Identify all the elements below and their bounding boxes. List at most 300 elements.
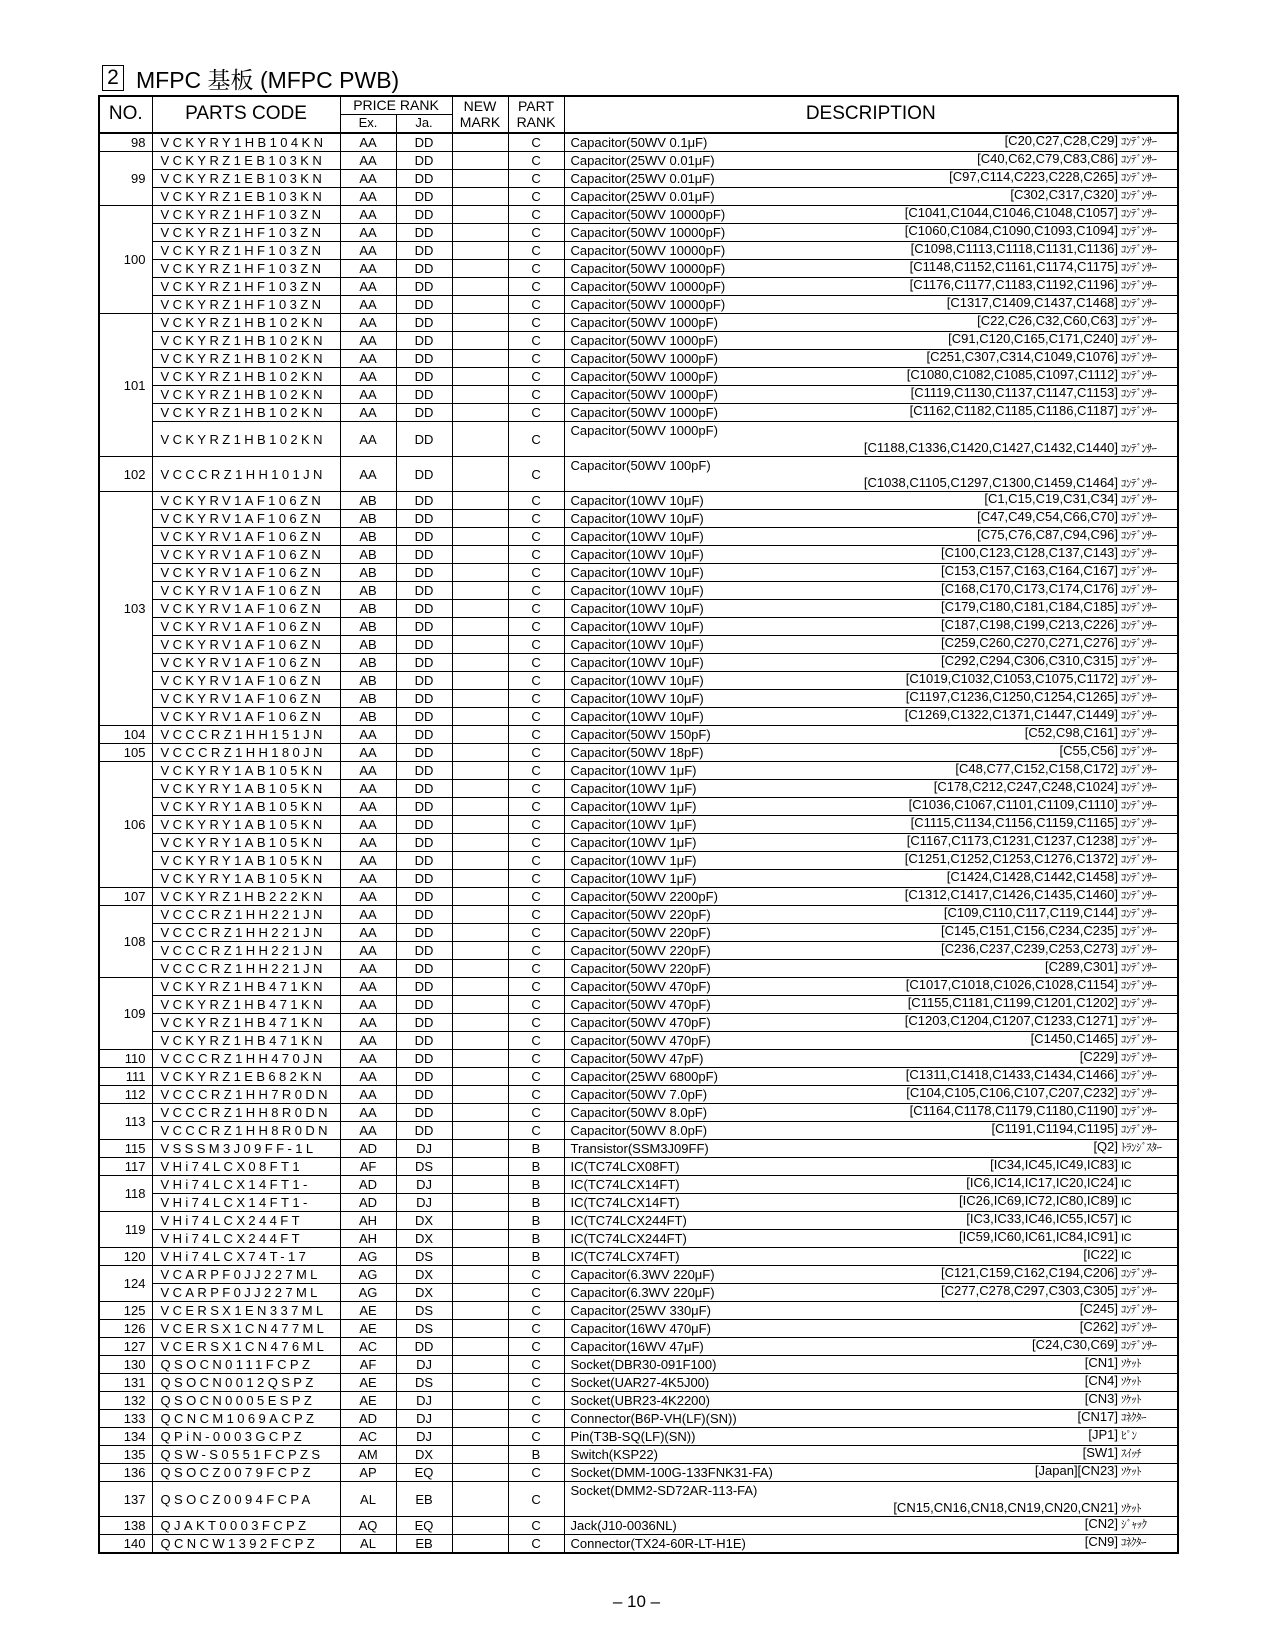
reference-designators: [C262]	[1079, 1319, 1119, 1334]
reference-designators: [C91,C120,C165,C171,C240]	[948, 331, 1119, 346]
table-row	[99, 1086, 1178, 1104]
reference-designators: [C55,C56]	[1059, 743, 1119, 758]
new-mark	[452, 457, 508, 492]
new-mark	[452, 492, 508, 510]
item-number: 99	[99, 152, 152, 206]
reference-designators: [CN4]	[1084, 1373, 1119, 1388]
description-cell	[564, 546, 1178, 564]
parts-code: QSOCN0111FCPZ	[152, 1356, 340, 1374]
japanese-name: ｺﾝﾃﾞﾝｻｰ	[1121, 566, 1157, 578]
reference-designators: [C75,C76,C87,C94,C96]	[977, 527, 1119, 542]
part-rank: C	[508, 1266, 564, 1284]
new-mark	[452, 996, 508, 1014]
reference-designators: [C1269,C1322,C1371,C1447,C1449]	[904, 707, 1119, 722]
japanese-name: ｺﾝﾃﾞﾝｻｰ	[1121, 1304, 1157, 1316]
description-cell	[564, 1104, 1178, 1122]
price-rank-ex: AE	[340, 1302, 396, 1320]
part-rank: C	[508, 726, 564, 744]
description-text: Capacitor(50WV 1000pF)	[570, 405, 718, 420]
description-text: Capacitor(10WV 10μF)	[570, 691, 704, 706]
part-rank: C	[508, 600, 564, 618]
new-mark	[452, 1482, 508, 1517]
new-mark	[452, 296, 508, 314]
new-mark	[452, 170, 508, 188]
description-cell	[564, 422, 1178, 457]
table-row	[99, 1535, 1178, 1554]
reference-designators: [CN3]	[1084, 1391, 1119, 1406]
table-row	[99, 1122, 1178, 1140]
parts-code: VCKYRZ1HF103ZN	[152, 242, 340, 260]
reference-designators: [IC59,IC60,IC61,IC84,IC91]	[959, 1229, 1119, 1244]
item-number: 126	[99, 1320, 152, 1338]
price-rank-ex: AA	[340, 906, 396, 924]
item-number: 120	[99, 1248, 152, 1266]
description-text: Capacitor(50WV 47pF)	[570, 1051, 704, 1066]
table-row	[99, 564, 1178, 582]
part-rank: C	[508, 1464, 564, 1482]
reference-designators: [C168,C170,C173,C174,C176]	[940, 581, 1119, 596]
japanese-name: ｺﾝﾃﾞﾝｻｰ	[1121, 728, 1157, 740]
price-rank-ex: AA	[340, 404, 396, 422]
new-mark	[452, 1086, 508, 1104]
parts-code: VCKYRV1AF106ZN	[152, 510, 340, 528]
description-cell	[564, 1356, 1178, 1374]
price-rank-ja: DJ	[396, 1194, 452, 1212]
price-rank-ex: AB	[340, 546, 396, 564]
part-rank: C	[508, 834, 564, 852]
reference-designators: [C1197,C1236,C1250,C1254,C1265]	[905, 689, 1119, 704]
price-rank-ja: DD	[396, 350, 452, 368]
new-mark	[452, 636, 508, 654]
price-rank-ja: DD	[396, 726, 452, 744]
parts-code: VCKYRZ1HF103ZN	[152, 296, 340, 314]
header-part-rank: PART RANK	[508, 96, 564, 133]
description-text: Capacitor(50WV 220pF)	[570, 925, 711, 940]
japanese-name: ｺﾝﾃﾞﾝｻｰ	[1121, 244, 1157, 256]
japanese-name: ｺﾝﾃﾞﾝｻｰ	[1121, 710, 1157, 722]
description-cell	[564, 906, 1178, 924]
parts-code: VCKYRV1AF106ZN	[152, 690, 340, 708]
price-rank-ja: DD	[396, 600, 452, 618]
part-rank: B	[508, 1140, 564, 1158]
parts-code: VCKYRZ1HB102KN	[152, 386, 340, 404]
reference-designators: [C187,C198,C199,C213,C226]	[940, 617, 1119, 632]
japanese-name: ｺﾝﾃﾞﾝｻｰ	[1121, 352, 1157, 364]
table-row	[99, 492, 1178, 510]
price-rank-ja: DD	[396, 1050, 452, 1068]
description-text: Capacitor(25WV 0.01μF)	[570, 189, 715, 204]
part-rank: C	[508, 1104, 564, 1122]
header-description: DESCRIPTION	[564, 96, 1178, 133]
parts-code: VCKYRY1HB104KN	[152, 133, 340, 152]
new-mark	[452, 314, 508, 332]
japanese-name: IC	[1121, 1250, 1132, 1262]
part-rank: C	[508, 780, 564, 798]
description-cell	[564, 690, 1178, 708]
description-cell	[564, 960, 1178, 978]
part-rank: B	[508, 1176, 564, 1194]
table-row	[99, 708, 1178, 726]
price-rank-ja: DD	[396, 386, 452, 404]
table-row	[99, 1446, 1178, 1464]
part-rank: C	[508, 546, 564, 564]
description-text: Switch(KSP22)	[570, 1447, 658, 1462]
description-cell	[564, 1194, 1178, 1212]
table-row	[99, 278, 1178, 296]
table-row	[99, 1302, 1178, 1320]
new-mark	[452, 654, 508, 672]
price-rank-ja: DX	[396, 1212, 452, 1230]
japanese-name: IC	[1121, 1160, 1132, 1172]
description-text: Capacitor(50WV 10000pF)	[570, 261, 726, 276]
parts-code: VCCCRZ1HH470JN	[152, 1050, 340, 1068]
reference-designators: [C1098,C1113,C1118,C1131,C1136]	[910, 241, 1119, 256]
description-text: Capacitor(10WV 10μF)	[570, 565, 704, 580]
new-mark	[452, 816, 508, 834]
price-rank-ex: AA	[340, 978, 396, 996]
price-rank-ja: DD	[396, 368, 452, 386]
new-mark	[452, 1392, 508, 1410]
price-rank-ja: DD	[396, 206, 452, 224]
part-rank: C	[508, 1338, 564, 1356]
new-mark	[452, 924, 508, 942]
part-rank: C	[508, 582, 564, 600]
table-row	[99, 1104, 1178, 1122]
parts-table-body	[99, 133, 1178, 1553]
table-row	[99, 654, 1178, 672]
description-cell	[564, 852, 1178, 870]
table-row	[99, 960, 1178, 978]
table-row	[99, 1338, 1178, 1356]
reference-designators: [C1162,C1182,C1185,C1186,C1187]	[909, 403, 1119, 418]
price-rank-ex: AP	[340, 1464, 396, 1482]
part-rank: C	[508, 708, 564, 726]
description-text: Capacitor(10WV 1μF)	[570, 763, 697, 778]
price-rank-ex: AA	[340, 1032, 396, 1050]
part-rank: C	[508, 1356, 564, 1374]
description-cell	[564, 924, 1178, 942]
new-mark	[452, 708, 508, 726]
description-cell	[564, 1284, 1178, 1302]
japanese-name: ｺﾝﾃﾞﾝｻｰ	[1121, 602, 1157, 614]
new-mark	[452, 350, 508, 368]
item-number: 117	[99, 1158, 152, 1176]
japanese-name: ｺﾝﾃﾞﾝｻｰ	[1121, 890, 1157, 902]
price-rank-ex: AA	[340, 224, 396, 242]
description-cell	[564, 260, 1178, 278]
japanese-name: ｿｹｯﾄ	[1121, 1358, 1142, 1370]
table-row	[99, 600, 1178, 618]
price-rank-ex: AA	[340, 870, 396, 888]
part-rank: C	[508, 332, 564, 350]
japanese-name: ｺﾝﾃﾞﾝｻｰ	[1121, 1016, 1157, 1028]
parts-code: QSW-S0551FCPZS	[152, 1446, 340, 1464]
description-text: Socket(DMM2-SD72AR-113-FA)	[570, 1483, 758, 1498]
part-rank: C	[508, 188, 564, 206]
table-row	[99, 1320, 1178, 1338]
price-rank-ex: AA	[340, 1014, 396, 1032]
part-rank: C	[508, 1517, 564, 1535]
japanese-name: ｺﾝﾃﾞﾝｻｰ	[1121, 1268, 1157, 1280]
japanese-name: ｺﾝﾃﾞﾝｻｰ	[1121, 818, 1157, 830]
new-mark	[452, 1230, 508, 1248]
description-text: Connector(B6P-VH(LF)(SN))	[570, 1411, 737, 1426]
new-mark	[452, 1517, 508, 1535]
part-rank: C	[508, 350, 564, 368]
reference-designators: [C229]	[1079, 1049, 1119, 1064]
description-text: Socket(UBR23-4K2200)	[570, 1393, 710, 1408]
price-rank-ex: AB	[340, 618, 396, 636]
japanese-name: ｺﾝﾃﾞﾝｻｰ	[1121, 370, 1157, 382]
price-rank-ja: DX	[396, 1446, 452, 1464]
price-rank-ex: AD	[340, 1194, 396, 1212]
reference-designators: [C179,C180,C181,C184,C185]	[940, 599, 1119, 614]
item-number: 134	[99, 1428, 152, 1446]
reference-designators: [C1119,C1130,C1137,C1147,C1153]	[910, 385, 1119, 400]
reference-designators: [CN9]	[1084, 1534, 1119, 1549]
description-cell	[564, 1014, 1178, 1032]
price-rank-ex: AA	[340, 888, 396, 906]
item-number: 108	[99, 906, 152, 978]
price-rank-ja: DD	[396, 170, 452, 188]
part-rank: C	[508, 816, 564, 834]
description-cell	[564, 188, 1178, 206]
price-rank-ex: AG	[340, 1266, 396, 1284]
japanese-name: ｺﾝﾃﾞﾝｻｰ	[1121, 226, 1157, 238]
description-text: Capacitor(10WV 10μF)	[570, 583, 704, 598]
part-rank: C	[508, 1482, 564, 1517]
table-row	[99, 1428, 1178, 1446]
price-rank-ja: DD	[396, 636, 452, 654]
new-mark	[452, 224, 508, 242]
price-rank-ja: DJ	[396, 1140, 452, 1158]
reference-designators: [C1115,C1134,C1156,C1159,C1165]	[910, 815, 1119, 830]
parts-code: VCKYRZ1EB682KN	[152, 1068, 340, 1086]
japanese-name: ｺﾝﾃﾞﾝｻｰ	[1121, 172, 1157, 184]
description-cell	[564, 636, 1178, 654]
table-row	[99, 206, 1178, 224]
parts-code: VCKYRY1AB105KN	[152, 816, 340, 834]
description-cell	[564, 582, 1178, 600]
price-rank-ex: AB	[340, 654, 396, 672]
japanese-name: ｺﾝﾃﾞﾝｻｰ	[1121, 584, 1157, 596]
price-rank-ex: AE	[340, 1320, 396, 1338]
reference-designators: [CN17]	[1077, 1409, 1119, 1424]
description-cell	[564, 404, 1178, 422]
table-row	[99, 1194, 1178, 1212]
parts-code: VCKYRV1AF106ZN	[152, 654, 340, 672]
table-row	[99, 1482, 1178, 1517]
parts-code: VCKYRZ1HB102KN	[152, 332, 340, 350]
reference-designators: [C277,C278,C297,C303,C305]	[940, 1283, 1119, 1298]
new-mark	[452, 188, 508, 206]
japanese-name: ｺﾝﾃﾞﾝｻｰ	[1121, 638, 1157, 650]
table-row	[99, 1050, 1178, 1068]
price-rank-ex: AA	[340, 726, 396, 744]
new-mark	[452, 1194, 508, 1212]
price-rank-ex: AB	[340, 510, 396, 528]
description-text: Capacitor(50WV 220pF)	[570, 943, 711, 958]
price-rank-ja: DD	[396, 1032, 452, 1050]
table-row	[99, 1464, 1178, 1482]
parts-code: VCKYRV1AF106ZN	[152, 564, 340, 582]
price-rank-ex: AA	[340, 386, 396, 404]
item-number: 110	[99, 1050, 152, 1068]
japanese-name: ｺﾝﾃﾞﾝｻｰ	[1121, 208, 1157, 220]
table-row	[99, 672, 1178, 690]
price-rank-ex: AA	[340, 152, 396, 170]
new-mark	[452, 1338, 508, 1356]
parts-code: VCKYRY1AB105KN	[152, 798, 340, 816]
japanese-name: ｺﾝﾃﾞﾝｻｰ	[1121, 154, 1157, 166]
japanese-name: ｺﾝﾃﾞﾝｻｰ	[1121, 1322, 1157, 1334]
item-number: 125	[99, 1302, 152, 1320]
price-rank-ex: AA	[340, 1050, 396, 1068]
japanese-name: ｺﾝﾃﾞﾝｻｰ	[1121, 298, 1157, 310]
part-rank: C	[508, 1302, 564, 1320]
price-rank-ja: DD	[396, 260, 452, 278]
price-rank-ex: AA	[340, 260, 396, 278]
new-mark	[452, 726, 508, 744]
description-text: Capacitor(50WV 470pF)	[570, 997, 711, 1012]
table-row	[99, 834, 1178, 852]
new-mark	[452, 1140, 508, 1158]
part-rank: C	[508, 690, 564, 708]
reference-designators: [IC3,IC33,IC46,IC55,IC57]	[966, 1211, 1119, 1226]
new-mark	[452, 690, 508, 708]
description-text: Transistor(SSM3J09FF)	[570, 1141, 709, 1156]
price-rank-ja: DD	[396, 1104, 452, 1122]
reference-designators: [CN1]	[1084, 1355, 1119, 1370]
part-rank: C	[508, 1374, 564, 1392]
item-number: 119	[99, 1212, 152, 1248]
price-rank-ja: DD	[396, 924, 452, 942]
japanese-name: ｿｹｯﾄ	[1121, 1376, 1142, 1388]
price-rank-ex: AA	[340, 762, 396, 780]
table-row	[99, 744, 1178, 762]
japanese-name: ｺﾝﾃﾞﾝｻｰ	[1121, 190, 1157, 202]
description-cell	[564, 1086, 1178, 1104]
price-rank-ex: AA	[340, 314, 396, 332]
parts-code: VCKYRZ1HB471KN	[152, 1014, 340, 1032]
description-cell	[564, 457, 1178, 492]
part-rank: C	[508, 942, 564, 960]
price-rank-ex: AA	[340, 816, 396, 834]
price-rank-ex: AA	[340, 996, 396, 1014]
japanese-name: IC	[1121, 1196, 1132, 1208]
price-rank-ex: AG	[340, 1284, 396, 1302]
description-text: Capacitor(10WV 10μF)	[570, 655, 704, 670]
price-rank-ja: DD	[396, 816, 452, 834]
japanese-name: ｺﾝﾃﾞﾝｻｰ	[1121, 530, 1157, 542]
reference-designators: [C1060,C1084,C1090,C1093,C1094]	[904, 223, 1119, 238]
table-row	[99, 870, 1178, 888]
table-row	[99, 1032, 1178, 1050]
price-rank-ja: DS	[396, 1320, 452, 1338]
description-text: Capacitor(50WV 100pF)	[570, 458, 711, 473]
price-rank-ex: AC	[340, 1428, 396, 1446]
description-cell	[564, 1302, 1178, 1320]
price-rank-ex: AQ	[340, 1517, 396, 1535]
price-rank-ja: DD	[396, 888, 452, 906]
new-mark	[452, 744, 508, 762]
description-cell	[564, 278, 1178, 296]
description-text: Capacitor(10WV 10μF)	[570, 511, 704, 526]
table-row	[99, 422, 1178, 457]
japanese-name: ｺﾝﾃﾞﾝｻｰ	[1121, 854, 1157, 866]
description-text: Capacitor(50WV 10000pF)	[570, 243, 726, 258]
new-mark	[452, 978, 508, 996]
description-cell	[564, 816, 1178, 834]
price-rank-ex: AB	[340, 600, 396, 618]
reference-designators: [IC22]	[1083, 1247, 1119, 1262]
part-rank: C	[508, 1122, 564, 1140]
price-rank-ex: AA	[340, 1122, 396, 1140]
new-mark	[452, 1104, 508, 1122]
reference-designators: [C1203,C1204,C1207,C1233,C1271]	[904, 1013, 1119, 1028]
parts-code: VCKYRZ1HB222KN	[152, 888, 340, 906]
description-text: Capacitor(10WV 10μF)	[570, 709, 704, 724]
description-text: Capacitor(50WV 8.0pF)	[570, 1105, 708, 1120]
price-rank-ja: DD	[396, 564, 452, 582]
price-rank-ja: EB	[396, 1482, 452, 1517]
description-text: Capacitor(50WV 8.0pF)	[570, 1123, 708, 1138]
part-rank: C	[508, 457, 564, 492]
price-rank-ja: DD	[396, 1014, 452, 1032]
new-mark	[452, 1266, 508, 1284]
description-text: Capacitor(50WV 220pF)	[570, 961, 711, 976]
price-rank-ja: DD	[396, 744, 452, 762]
description-text: Capacitor(25WV 0.01μF)	[570, 171, 715, 186]
header-ja: Ja.	[396, 115, 452, 134]
item-number: 109	[99, 978, 152, 1050]
price-rank-ja: DS	[396, 1158, 452, 1176]
reference-designators: [C1148,C1152,C1161,C1174,C1175]	[909, 259, 1119, 274]
japanese-name: ｺﾝﾃﾞﾝｻｰ	[1121, 926, 1157, 938]
description-text: Capacitor(10WV 10μF)	[570, 637, 704, 652]
description-text: Capacitor(50WV 1000pF)	[570, 387, 718, 402]
price-rank-ja: DJ	[396, 1356, 452, 1374]
japanese-name: IC	[1121, 1178, 1132, 1190]
reference-designators: [C40,C62,C79,C83,C86]	[977, 151, 1119, 166]
part-rank: B	[508, 1446, 564, 1464]
part-rank: C	[508, 1392, 564, 1410]
parts-code: VCERSX1EN337ML	[152, 1302, 340, 1320]
table-row	[99, 314, 1178, 332]
item-number: 140	[99, 1535, 152, 1554]
description-cell	[564, 1482, 1178, 1517]
price-rank-ja: DD	[396, 762, 452, 780]
description-cell	[564, 672, 1178, 690]
new-mark	[452, 1446, 508, 1464]
japanese-name: ｺﾝﾃﾞﾝｻｰ	[1121, 620, 1157, 632]
description-text: Capacitor(10WV 10μF)	[570, 619, 704, 634]
japanese-name: ｺﾝﾃﾞﾝｻｰ	[1121, 1106, 1157, 1118]
reference-designators: [C1311,C1418,C1433,C1434,C1466]	[905, 1067, 1119, 1082]
new-mark	[452, 422, 508, 457]
price-rank-ex: AA	[340, 206, 396, 224]
part-rank: B	[508, 1158, 564, 1176]
part-rank: C	[508, 152, 564, 170]
table-row	[99, 1230, 1178, 1248]
description-text: Capacitor(6.3WV 220μF)	[570, 1267, 715, 1282]
description-cell	[564, 942, 1178, 960]
table-row	[99, 1212, 1178, 1230]
description-cell	[564, 1140, 1178, 1158]
new-mark	[452, 564, 508, 582]
description-text: Capacitor(10WV 10μF)	[570, 529, 704, 544]
price-rank-ex: AA	[340, 798, 396, 816]
